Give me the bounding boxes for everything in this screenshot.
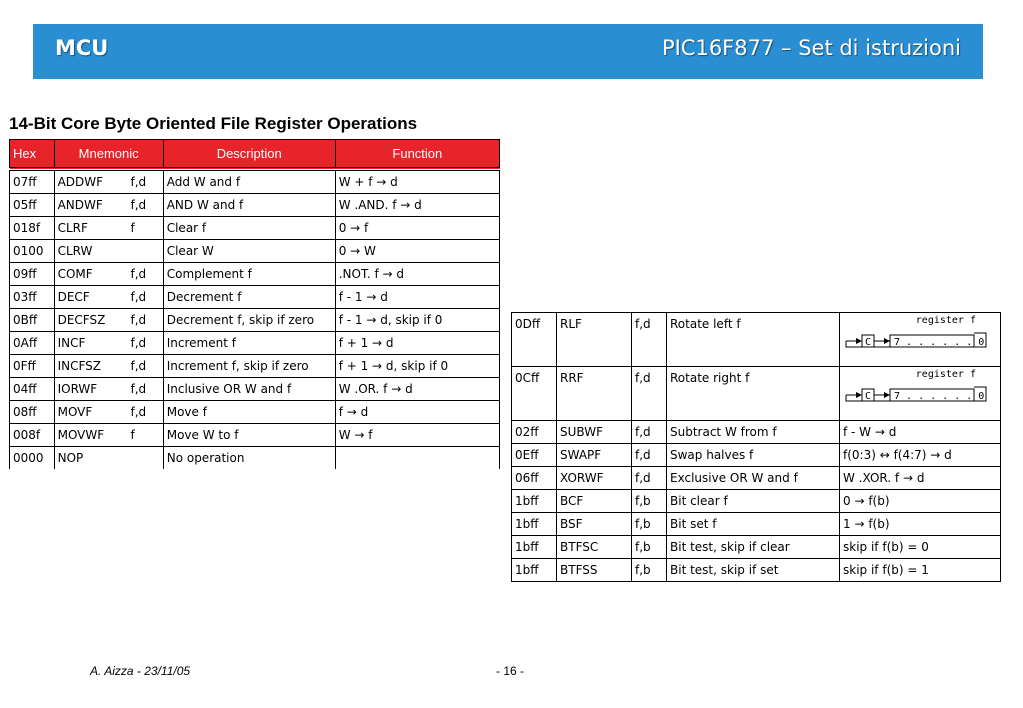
description-cell: Clear f (163, 217, 335, 240)
mnemonic-cell: CLRF (54, 217, 127, 240)
register-bits: 7 . . . . . . 0 (894, 337, 985, 348)
table-row (512, 421, 1001, 444)
description-cell: Bit set f (667, 513, 840, 536)
hex-cell: 07ff (10, 169, 55, 194)
table-row (10, 355, 500, 378)
footer-page-number: - 16 - (496, 664, 525, 678)
header-mnemonic: Mnemonic (54, 140, 163, 170)
mnemonic-cell: NOP (54, 447, 127, 470)
function-cell: skip if f(b) = 0 (840, 536, 1001, 559)
hex-cell: 0Aff (10, 332, 55, 355)
function-cell: W .XOR. f → d (840, 467, 1001, 490)
hex-cell: 08ff (10, 401, 55, 424)
header-left-title: MCU (55, 36, 109, 60)
operands-cell (128, 240, 164, 263)
hex-cell: 06ff (512, 467, 557, 490)
operands-cell: f,d (632, 467, 667, 490)
section-title: 14-Bit Core Byte Oriented File Register Operations (9, 114, 418, 133)
mnemonic-cell: CLRW (54, 240, 127, 263)
carry-label: C (865, 391, 872, 402)
description-cell: Bit clear f (667, 490, 840, 513)
function-cell: W + f → d (335, 169, 499, 194)
hex-cell: 1bff (512, 490, 557, 513)
mnemonic-cell: RRF (557, 367, 632, 421)
rotate-left-diagram (840, 313, 990, 353)
description-cell: Move W to f (163, 424, 335, 447)
description-cell: Add W and f (163, 169, 335, 194)
table-row (10, 309, 500, 332)
table-row (512, 313, 1001, 367)
function-cell: f - 1 → d (335, 286, 499, 309)
mnemonic-cell: IORWF (54, 378, 127, 401)
operands-cell: f,d (128, 286, 164, 309)
operands-cell: f,d (632, 313, 667, 367)
description-cell: No operation (163, 447, 335, 470)
description-cell: Decrement f, skip if zero (163, 309, 335, 332)
function-cell: W .AND. f → d (335, 194, 499, 217)
header-description: Description (163, 140, 335, 170)
function-cell: 0 → f (335, 217, 499, 240)
mnemonic-cell: BTFSS (557, 559, 632, 582)
table-row (512, 536, 1001, 559)
description-cell: Increment f, skip if zero (163, 355, 335, 378)
operands-cell: f (128, 424, 164, 447)
table-row (10, 263, 500, 286)
function-cell: f → d (335, 401, 499, 424)
operands-cell: f,d (632, 367, 667, 421)
function-cell: .NOT. f → d (335, 263, 499, 286)
table-row (512, 513, 1001, 536)
function-cell: f - W → d (840, 421, 1001, 444)
table-row (512, 559, 1001, 582)
hex-cell: 0Dff (512, 313, 557, 367)
function-cell: 0 → f(b) (840, 490, 1001, 513)
operands-cell: f,d (128, 378, 164, 401)
operands-cell: f,b (632, 559, 667, 582)
function-cell: W .OR. f → d (335, 378, 499, 401)
description-cell: AND W and f (163, 194, 335, 217)
description-cell: Complement f (163, 263, 335, 286)
arrow-head (856, 392, 862, 398)
mnemonic-cell: RLF (557, 313, 632, 367)
operands-cell: f,d (128, 169, 164, 194)
operands-cell: f,d (128, 309, 164, 332)
table-row (512, 367, 1001, 421)
mnemonic-cell: ANDWF (54, 194, 127, 217)
table-row (10, 286, 500, 309)
table-row (512, 444, 1001, 467)
mnemonic-cell: SUBWF (557, 421, 632, 444)
hex-cell: 008f (10, 424, 55, 447)
arrow-head (856, 338, 862, 344)
hex-cell: 0Eff (512, 444, 557, 467)
arrow-head (884, 392, 890, 398)
table-row (10, 424, 500, 447)
operands-cell: f,d (128, 263, 164, 286)
function-cell (840, 313, 1001, 367)
operands-cell: f (128, 217, 164, 240)
description-cell: Bit test, skip if clear (667, 536, 840, 559)
mnemonic-cell: COMF (54, 263, 127, 286)
operands-cell: f,d (128, 332, 164, 355)
header-banner (33, 24, 983, 79)
header-right-title: PIC16F877 – Set di istruzioni (661, 36, 961, 60)
operands-cell: f,d (128, 355, 164, 378)
description-cell: Subtract W from f (667, 421, 840, 444)
table-row (10, 332, 500, 355)
mnemonic-cell: BCF (557, 490, 632, 513)
instruction-table-right (511, 312, 1001, 582)
operands-cell: f,d (632, 421, 667, 444)
operands-cell: f,d (128, 194, 164, 217)
hex-cell: 018f (10, 217, 55, 240)
mnemonic-cell: ADDWF (54, 169, 127, 194)
table-row (10, 217, 500, 240)
mnemonic-cell: MOVF (54, 401, 127, 424)
function-cell (335, 447, 499, 470)
description-cell: Clear W (163, 240, 335, 263)
mnemonic-cell: BTFSC (557, 536, 632, 559)
operands-cell: f,d (128, 401, 164, 424)
description-cell: Rotate left f (667, 313, 840, 367)
operands-cell (128, 447, 164, 470)
hex-cell: 05ff (10, 194, 55, 217)
hex-cell: 1bff (512, 536, 557, 559)
operands-cell: f,b (632, 490, 667, 513)
description-cell: Exclusive OR W and f (667, 467, 840, 490)
hex-cell: 09ff (10, 263, 55, 286)
header-hex: Hex (10, 140, 55, 170)
hex-cell: 0Fff (10, 355, 55, 378)
diagram-register-label: register f (915, 315, 976, 326)
mnemonic-cell: DECFSZ (54, 309, 127, 332)
instruction-table-left (9, 139, 500, 469)
operands-cell: f,d (632, 444, 667, 467)
function-cell: f(0:3) ↔ f(4:7) → d (840, 444, 1001, 467)
table-row (10, 194, 500, 217)
function-cell: f + 1 → d, skip if 0 (335, 355, 499, 378)
function-cell: 1 → f(b) (840, 513, 1001, 536)
operands-cell: f,b (632, 536, 667, 559)
table-header-row (10, 140, 500, 170)
function-cell: skip if f(b) = 1 (840, 559, 1001, 582)
table-row (10, 169, 500, 194)
carry-label: C (865, 337, 872, 348)
hex-cell: 0Cff (512, 367, 557, 421)
diagram-register-label: register f (915, 369, 976, 380)
mnemonic-cell: MOVWF (54, 424, 127, 447)
hex-cell: 0100 (10, 240, 55, 263)
mnemonic-cell: BSF (557, 513, 632, 536)
register-bits: 7 . . . . . . 0 (894, 391, 985, 402)
function-cell: W → f (335, 424, 499, 447)
table-row (10, 447, 500, 470)
table-row (10, 401, 500, 424)
description-cell: Move f (163, 401, 335, 424)
function-cell: 0 → W (335, 240, 499, 263)
rotate-arrow-diagram (840, 313, 990, 353)
hex-cell: 1bff (512, 513, 557, 536)
description-cell: Rotate right f (667, 367, 840, 421)
table-row (512, 490, 1001, 513)
rotate-right-diagram (840, 367, 990, 407)
function-cell (840, 367, 1001, 421)
hex-cell: 04ff (10, 378, 55, 401)
mnemonic-cell: XORWF (557, 467, 632, 490)
description-cell: Increment f (163, 332, 335, 355)
mnemonic-cell: SWAPF (557, 444, 632, 467)
hex-cell: 0Bff (10, 309, 55, 332)
footer-author-date: A. Aizza - 23/11/05 (90, 664, 191, 678)
hex-cell: 0000 (10, 447, 55, 470)
arrow-head (884, 338, 890, 344)
description-cell: Decrement f (163, 286, 335, 309)
description-cell: Inclusive OR W and f (163, 378, 335, 401)
function-cell: f - 1 → d, skip if 0 (335, 309, 499, 332)
table-row (512, 467, 1001, 490)
function-cell: f + 1 → d (335, 332, 499, 355)
hex-cell: 1bff (512, 559, 557, 582)
table-row (10, 240, 500, 263)
mnemonic-cell: INCF (54, 332, 127, 355)
hex-cell: 02ff (512, 421, 557, 444)
description-cell: Bit test, skip if set (667, 559, 840, 582)
operands-cell: f,b (632, 513, 667, 536)
table-row (10, 378, 500, 401)
header-function: Function (335, 140, 499, 170)
hex-cell: 03ff (10, 286, 55, 309)
mnemonic-cell: INCFSZ (54, 355, 127, 378)
description-cell: Swap halves f (667, 444, 840, 467)
rotate-arrow-diagram (840, 367, 990, 407)
mnemonic-cell: DECF (54, 286, 127, 309)
